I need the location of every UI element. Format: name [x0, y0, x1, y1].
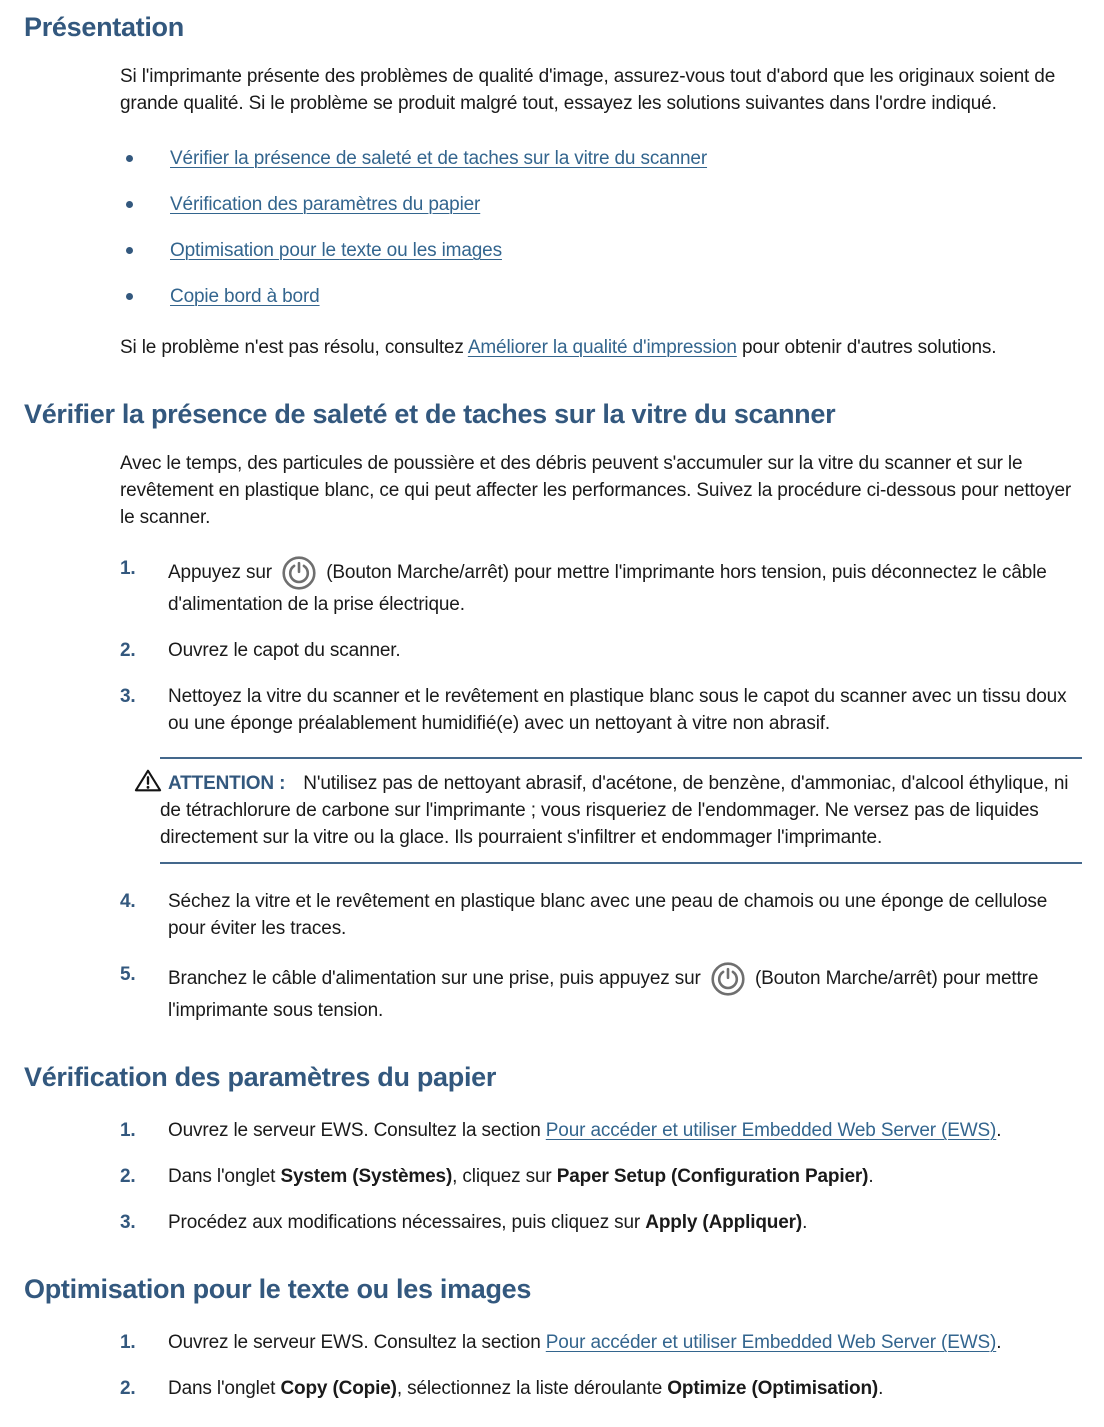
text-run: Ouvrez le serveur EWS. Consultez la section — [168, 1120, 546, 1141]
text-run: Dans l'onglet — [168, 1166, 281, 1187]
step-number: 2. — [120, 1166, 136, 1187]
power-button-icon — [710, 961, 746, 997]
step-item — [120, 1329, 1082, 1356]
section-scanner-glass — [24, 399, 1080, 1024]
section-optimize — [24, 1274, 1080, 1402]
section-body — [120, 63, 1082, 361]
step-number: 5. — [120, 964, 136, 985]
text-run: . — [868, 1166, 874, 1187]
step-number: 2. — [120, 1378, 136, 1399]
toc-link[interactable]: Optimisation pour le texte ou les images — [170, 240, 502, 261]
step-text — [168, 1329, 1082, 1356]
numbered-step-list — [120, 1117, 1082, 1236]
toc-link[interactable]: Vérifier la présence de saleté et de taches sur la vitre du scanner — [170, 148, 708, 169]
text-run: . — [802, 1212, 808, 1233]
step-text — [168, 1117, 1082, 1144]
step-item — [120, 1209, 1082, 1236]
step-item — [120, 961, 1082, 1024]
section-paper-settings — [24, 1062, 1080, 1236]
step-number: 1. — [120, 1120, 136, 1141]
step-item — [120, 888, 1082, 942]
page-title: Présentation — [24, 12, 184, 42]
bold-text: Paper Setup (Configuration Papier) — [556, 1166, 869, 1187]
section-title-scanner: Vérifier la présence de saleté et de taches sur la vitre du scanner — [24, 399, 836, 429]
intro-paragraph: Si l'imprimante présente des problèmes de qualité d'image, assurez-vous tout d'abord que les originaux soient de grande qualité. Si le problème se produit malgré tout, essayez les solutions suivantes dans l'ordre indiqué. — [120, 66, 1056, 114]
intro-paragraph: Avec le temps, des particules de poussière et des débris peuvent s'accumuler sur la vitre du scanner et sur le revêtement en plastique blanc, ce qui peut affecter les performances. Suivez la procédure ci-dessous pour nettoyer le scanner. — [120, 453, 1072, 528]
step-item — [120, 555, 1082, 618]
step-item — [120, 1117, 1082, 1144]
step-item — [120, 1375, 1082, 1402]
section-body — [120, 1117, 1082, 1236]
toc-link[interactable]: Vérification des paramètres du papier — [170, 194, 481, 215]
step-number: 1. — [120, 1332, 136, 1353]
step-text — [168, 1163, 1082, 1190]
section-title-paper: Vérification des paramètres du papier — [24, 1062, 497, 1092]
text-run: , cliquez sur — [452, 1166, 557, 1187]
text-run: Dans l'onglet — [168, 1378, 281, 1399]
step-text — [168, 1209, 1082, 1236]
inline-link[interactable]: Pour accéder et utiliser Embedded Web Server (EWS) — [545, 1332, 997, 1353]
numbered-step-list — [120, 888, 1082, 1024]
bold-text: Copy (Copie) — [280, 1378, 397, 1399]
text-run: Nettoyez la vitre du scanner et le revêtement en plastique blanc sous le capot du scanner avec un tissu doux ou une éponge préalablement humidifié(e) avec un nettoyant à vitre non abrasif. — [168, 686, 1067, 734]
bold-text: Optimize (Optimisation) — [667, 1378, 879, 1399]
text-run: Ouvrez le capot du scanner. — [168, 640, 401, 661]
section-body — [120, 450, 1082, 1024]
section-title-optimize: Optimisation pour le texte ou les images — [24, 1274, 532, 1304]
text-run: . — [996, 1120, 1002, 1141]
inline-link[interactable]: Pour accéder et utiliser Embedded Web Server (EWS) — [545, 1120, 997, 1141]
step-number: 3. — [120, 1212, 136, 1233]
toc-bullet-item — [120, 237, 1082, 264]
text-run: Appuyez sur — [168, 562, 278, 584]
bullet-icon — [126, 155, 133, 162]
step-number: 2. — [120, 640, 136, 661]
step-text — [168, 555, 1082, 618]
text-run: (Bouton Marche/arrêt) pour mettre l'imprimante sous tension. — [168, 968, 1039, 1021]
text-run: Branchez le câble d'alimentation sur une prise, puis appuyez sur — [168, 968, 706, 990]
text-run: Ouvrez le serveur EWS. Consultez la section — [168, 1332, 546, 1353]
section-presentation — [24, 12, 1080, 361]
text-run: Séchez la vitre et le revêtement en plastique blanc avec une peau de chamois ou une éponge de cellulose pour éviter les traces. — [168, 891, 1048, 939]
caution-note — [160, 757, 1082, 864]
outro-paragraph — [120, 334, 1082, 361]
bold-text: System (Systèmes) — [280, 1166, 453, 1187]
text-run: (Bouton Marche/arrêt) pour mettre l'imprimante hors tension, puis déconnectez le câble d'alimentation de la prise électrique. — [168, 562, 1047, 615]
text-run: . — [878, 1378, 884, 1399]
step-text — [168, 888, 1082, 942]
step-text — [168, 683, 1082, 737]
toc-link[interactable]: Copie bord à bord — [170, 286, 320, 307]
text-run: pour obtenir d'autres solutions. — [736, 337, 997, 358]
power-button-icon — [281, 555, 317, 591]
step-number: 3. — [120, 686, 136, 707]
step-text — [168, 637, 1082, 664]
text-run: , sélectionnez la liste déroulante — [396, 1378, 668, 1399]
caution-label: ATTENTION : — [168, 773, 286, 794]
step-text — [168, 961, 1082, 1024]
bold-text: Apply (Appliquer) — [645, 1212, 803, 1233]
caution-text: N'utilisez pas de nettoyant abrasif, d'acétone, de benzène, d'ammoniac, d'alcool éthylique, ni de tétrachlorure de carbone sur l'imprimante ; vous risqueriez de l'endommager. Ne versez pas de liquides directement sur la vitre ou la glace. Ils pourraient s'infiltrer et endommager l'imprimante. — [160, 773, 1069, 848]
text-run: Procédez aux modifications nécessaires, puis cliquez sur — [168, 1212, 646, 1233]
step-item — [120, 1163, 1082, 1190]
step-text — [168, 1375, 1082, 1402]
bullet-icon — [126, 201, 133, 208]
inline-link[interactable]: Améliorer la qualité d'impression — [467, 337, 737, 358]
step-item — [120, 683, 1082, 737]
bullet-icon — [126, 293, 133, 300]
toc-bullet-list — [120, 145, 1082, 310]
text-run: . — [996, 1332, 1002, 1353]
toc-bullet-item — [120, 145, 1082, 172]
toc-bullet-item — [120, 191, 1082, 218]
step-number: 1. — [120, 558, 136, 579]
step-number: 4. — [120, 891, 136, 912]
toc-bullet-item — [120, 283, 1082, 310]
text-run: Si le problème n'est pas résolu, consultez — [120, 337, 468, 358]
bullet-icon — [126, 247, 133, 254]
step-item — [120, 637, 1082, 664]
numbered-step-list — [120, 555, 1082, 737]
warning-triangle-icon — [134, 768, 162, 793]
